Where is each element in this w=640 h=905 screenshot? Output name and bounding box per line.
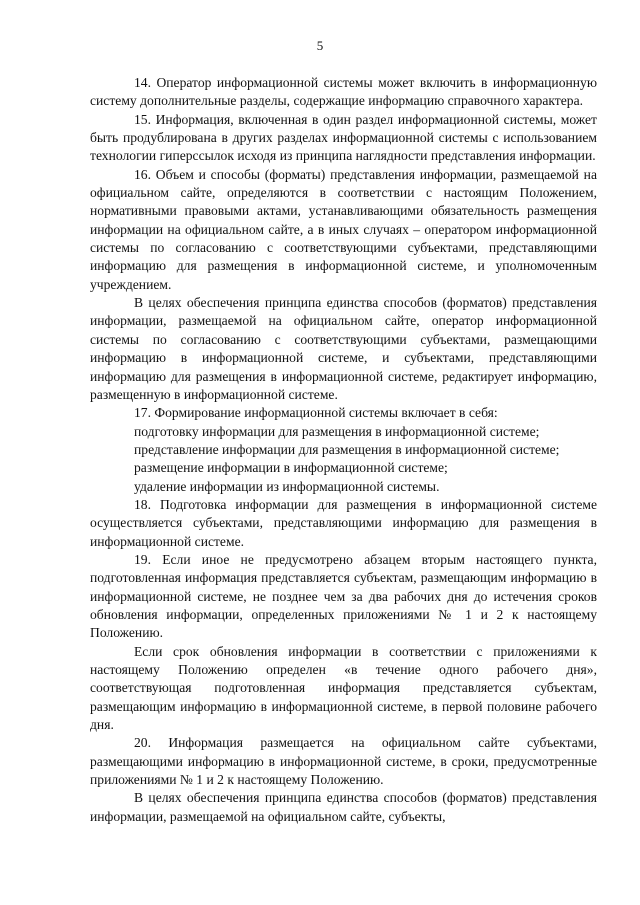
paragraph-19: 19. Если иное не предусмотрено абзацем вторым настоящего пункта, подготовленная информация представляется субъектам, размещающим информацию в информационной системе, не позднее чем за два рабочих дня до истечения сроков обновления информации, определенных приложениями № 1 и 2 к настоящему Положению. [90, 551, 597, 641]
paragraph-20: 20. Информация размещается на официальном сайте субъектами, размещающими информацию в информационной системе, в сроки, предусмотренные приложениями № 1 и 2 к настоящему Положению. [90, 735, 597, 788]
list-item-deletion: удаление информации из информационной системы. [134, 478, 440, 494]
document-body [90, 74, 597, 826]
paragraph-16: 16. Объем и способы (форматы) представления информации, размещаемой на официальном сайте, определяются в соответствии с настоящим Положением, нормативными правовыми актами, устанавливающими обязательность размещения информации на официальном сайте, а в иных случаях – оператором информационной системы по согласованию с соответствующими субъектами, представляющими информацию для размещения в информационной системе, и уполномоченным учреждением. [90, 166, 597, 292]
list-item-placement: размещение информации в информационной системе; [134, 460, 448, 476]
paragraph-14: 14. Оператор информационной системы может включить в информационную систему дополнительные разделы, содержащие информацию справочного характера. [90, 75, 597, 109]
paragraph-19-continuation: Если срок обновления информации в соответствии с приложениями к настоящему Положению определен «в течение одного рабочего дня», соответствующая подготовленная информация представляется субъектам, размещающим информацию в информационной системе, в первой половине рабочего дня. [90, 643, 597, 733]
paragraph-20-continuation: В целях обеспечения принципа единства способов (форматов) представления информации, размещаемой на официальном сайте, субъекты, [90, 790, 597, 824]
list-item-submission: представление информации для размещения в информационной системе; [134, 441, 560, 457]
page-number: 5 [316, 38, 324, 53]
paragraph-16-continuation: В целях обеспечения принципа единства способов (форматов) представления информации, размещаемой на официальном сайте, оператор информационной системы по согласованию с соответствующими субъектами, размещающими информацию в информационной системе, и субъектами, представляющими информацию для размещения в информационной системе, редактирует информацию, размещенную в информационной системе. [90, 295, 597, 402]
paragraph-15: 15. Информация, включенная в один раздел информационной системы, может быть продублирована в других разделах информационной системы с использованием технологии гиперссылок исходя из принципа наглядности представления информации. [90, 111, 597, 164]
list-item-preparation: подготовку информации для размещения в информационной системе; [134, 423, 540, 439]
paragraph-17: 17. Формирование информационной системы включает в себя: [134, 405, 498, 421]
paragraph-18: 18. Подготовка информации для размещения в информационной системе осуществляется субъектами, представляющими информацию для размещения в информационной системе. [90, 496, 597, 549]
